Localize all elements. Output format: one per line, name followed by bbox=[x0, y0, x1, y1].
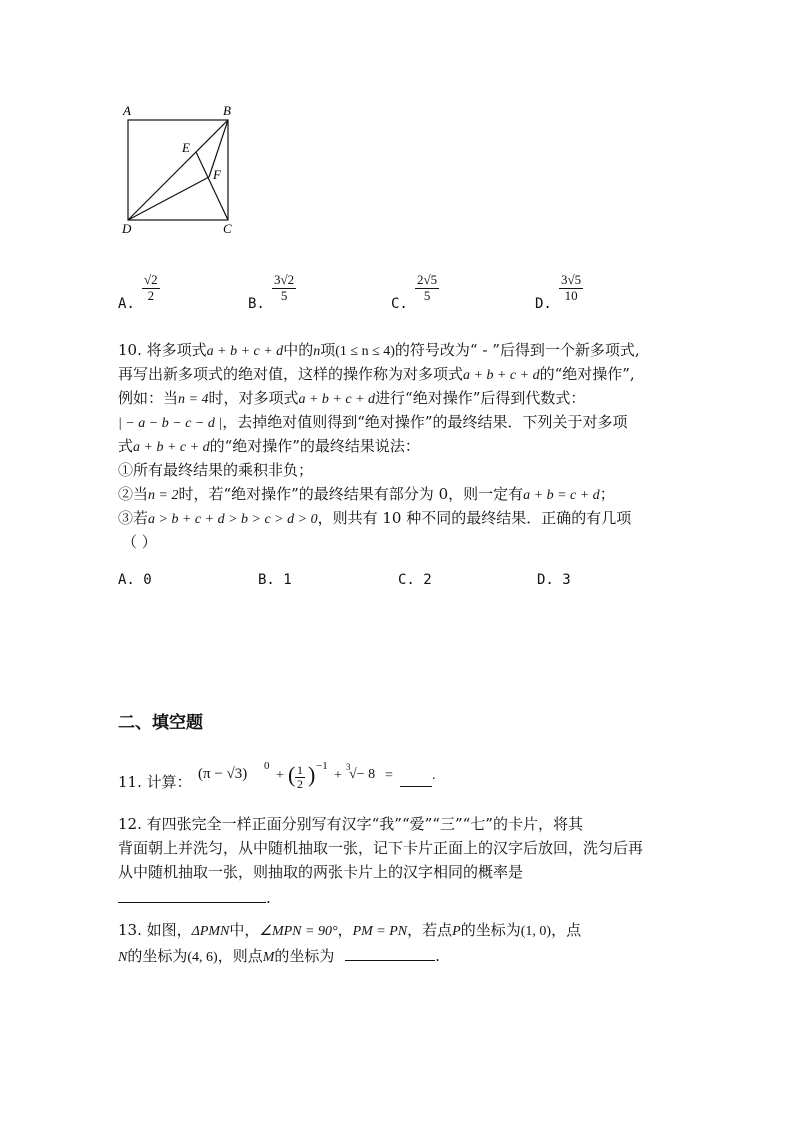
exponent-neg-one: −1 bbox=[316, 760, 328, 772]
text: 时，对多项式 bbox=[208, 389, 299, 407]
fraction-numerator: 2√5 bbox=[417, 272, 438, 287]
fraction-denominator: 5 bbox=[423, 288, 431, 303]
q10-option-c[interactable]: C. 2 bbox=[398, 572, 432, 588]
fraction-denominator: 5 bbox=[280, 288, 288, 303]
math: N bbox=[118, 950, 128, 965]
q10-line-3 bbox=[118, 386, 585, 412]
option-letter: A. bbox=[118, 296, 135, 312]
label-a: A bbox=[123, 103, 131, 118]
text: 中的 bbox=[283, 341, 314, 359]
answer-paren: （ ） bbox=[122, 533, 157, 551]
text: ，则共有 10 种不同的最终结果．正确的有几项 bbox=[317, 509, 632, 527]
math: a + b + c + d bbox=[463, 368, 540, 383]
fraction-denominator: 2 bbox=[297, 777, 303, 791]
label-d: D bbox=[122, 221, 132, 236]
text: ，则点 bbox=[217, 947, 263, 965]
text: 的坐标为 bbox=[274, 947, 335, 965]
text: 时，若“绝对操作”的最终结果有部分为 0，则一定有 bbox=[178, 485, 524, 503]
q10-option-d[interactable]: D. 3 bbox=[537, 572, 571, 588]
math: ΔPMN bbox=[191, 924, 230, 939]
text: 式 bbox=[118, 437, 134, 455]
option-letter: C. bbox=[391, 296, 408, 312]
math: | − a − b − c − d | bbox=[118, 416, 223, 431]
label-f: F bbox=[213, 167, 221, 182]
cube-root-neg-eight: √− 8 bbox=[349, 767, 376, 782]
math: (4, 6) bbox=[187, 950, 218, 965]
fraction-numerator: 1 bbox=[297, 763, 303, 777]
period: . bbox=[435, 947, 440, 965]
math: M bbox=[262, 950, 275, 965]
half-fraction bbox=[295, 764, 305, 790]
math: a > b + c + d > b > c > d > 0 bbox=[148, 512, 318, 527]
text: 10. 将多项式 bbox=[118, 341, 207, 359]
q10-option-b[interactable]: B. 1 bbox=[258, 572, 292, 588]
square-figure bbox=[110, 98, 250, 238]
q10-line-2 bbox=[118, 362, 635, 388]
period: . bbox=[266, 889, 271, 907]
text: ，去掉绝对值则得到“绝对操作”的最终结果．下列关于对多项 bbox=[222, 413, 628, 431]
option-fraction bbox=[415, 272, 439, 303]
text: ②当 bbox=[118, 485, 149, 503]
q10-statement-3 bbox=[118, 506, 631, 532]
answer-blank[interactable] bbox=[118, 884, 266, 903]
q10-statement-2 bbox=[118, 482, 615, 508]
q10-option-a[interactable]: A. 0 bbox=[118, 572, 152, 588]
expr-pi-minus-sqrt3: (π − √3) bbox=[198, 766, 248, 782]
q12-line-1: 12. 有四张完全一样正面分别写有汉字“我”“爱”“三”“七”的卡片，将其 bbox=[118, 815, 583, 833]
text: 的“绝对操作”的最终结果说法： bbox=[209, 437, 420, 455]
text: 项 bbox=[320, 341, 336, 359]
segment-df bbox=[128, 177, 209, 220]
math: n = 2 bbox=[148, 488, 179, 503]
option-fraction bbox=[272, 272, 296, 303]
label-e: E bbox=[182, 140, 190, 155]
math: a + b + c + d bbox=[298, 392, 376, 407]
math: a + b = c + d bbox=[523, 488, 600, 503]
text: 中， bbox=[229, 921, 260, 939]
label-c: C bbox=[223, 221, 232, 236]
answer-blank[interactable] bbox=[345, 942, 435, 961]
text: 例如：当 bbox=[118, 389, 179, 407]
option-letter: D. bbox=[535, 296, 552, 312]
math: P bbox=[452, 924, 461, 939]
segment-ec bbox=[196, 152, 228, 220]
q13-line-1 bbox=[118, 918, 581, 944]
fraction-numerator: 3√2 bbox=[274, 272, 295, 287]
fraction-numerator: √2 bbox=[144, 272, 158, 287]
q12-line-2: 背面朝上并洗匀，从中随机抽取一张，记下卡片正面上的汉字后放回，洗匀后再 bbox=[118, 839, 644, 857]
math: a + b + c + d bbox=[133, 440, 210, 455]
fraction-numerator: 3√5 bbox=[561, 272, 582, 287]
q10-statement-1: ①所有最终结果的乘积非负； bbox=[118, 461, 314, 479]
period: . bbox=[432, 768, 436, 783]
text: ， bbox=[337, 921, 353, 939]
q10-line-4 bbox=[118, 410, 628, 436]
math: (1, 0) bbox=[520, 924, 552, 939]
paren-right: ) bbox=[308, 762, 316, 787]
math: (1 ≤ n ≤ 4) bbox=[335, 344, 395, 359]
label-b: B bbox=[223, 103, 231, 118]
paren-left: ( bbox=[288, 762, 296, 787]
text: 的坐标为 bbox=[460, 921, 521, 939]
text: 再写出新多项式的绝对值，这样的操作称为对多项式 bbox=[118, 365, 464, 383]
text: ，若点 bbox=[407, 921, 453, 939]
math: n bbox=[313, 344, 321, 359]
q10-line-5 bbox=[118, 434, 420, 460]
exponent-zero: 0 bbox=[264, 760, 270, 772]
cube-root-index: 3 bbox=[346, 762, 351, 772]
text: 的“绝对操作”, bbox=[539, 365, 635, 383]
q10-line-1 bbox=[118, 338, 640, 364]
q12-line-3: 从中随机抽取一张，则抽取的两张卡片上的汉字相同的概率是 bbox=[118, 863, 524, 881]
math: ∠MPN = 90° bbox=[259, 924, 338, 939]
section-heading: 二、填空题 bbox=[118, 713, 203, 733]
question-11 bbox=[118, 770, 192, 800]
fraction-denominator: 10 bbox=[564, 288, 578, 303]
math: PM = PN bbox=[352, 924, 408, 939]
text: 13. 如图， bbox=[118, 921, 192, 939]
equals-sign: = bbox=[385, 768, 393, 783]
option-fraction bbox=[559, 272, 583, 303]
fraction-denominator: 2 bbox=[147, 288, 155, 303]
answer-blank[interactable] bbox=[400, 786, 432, 787]
math: n = 4 bbox=[178, 392, 209, 407]
option-letter: B. bbox=[248, 296, 265, 312]
q12-line-4 bbox=[118, 884, 271, 910]
text: ，点 bbox=[551, 921, 582, 939]
text: ③若 bbox=[118, 509, 149, 527]
plus-sign: + bbox=[276, 768, 284, 783]
plus-sign: + bbox=[334, 768, 342, 783]
option-fraction bbox=[142, 272, 160, 303]
q11-label: 11. 计算： bbox=[118, 773, 192, 791]
q13-line-2 bbox=[118, 942, 440, 970]
math: a + b + c + d bbox=[206, 344, 284, 359]
text: ； bbox=[599, 485, 615, 503]
text: 的符号改为“ - ”后得到一个新多项式, bbox=[394, 341, 640, 359]
text: 进行“绝对操作”后得到代数式： bbox=[375, 389, 586, 407]
text: 的坐标为 bbox=[127, 947, 188, 965]
q11-expression bbox=[198, 760, 458, 800]
